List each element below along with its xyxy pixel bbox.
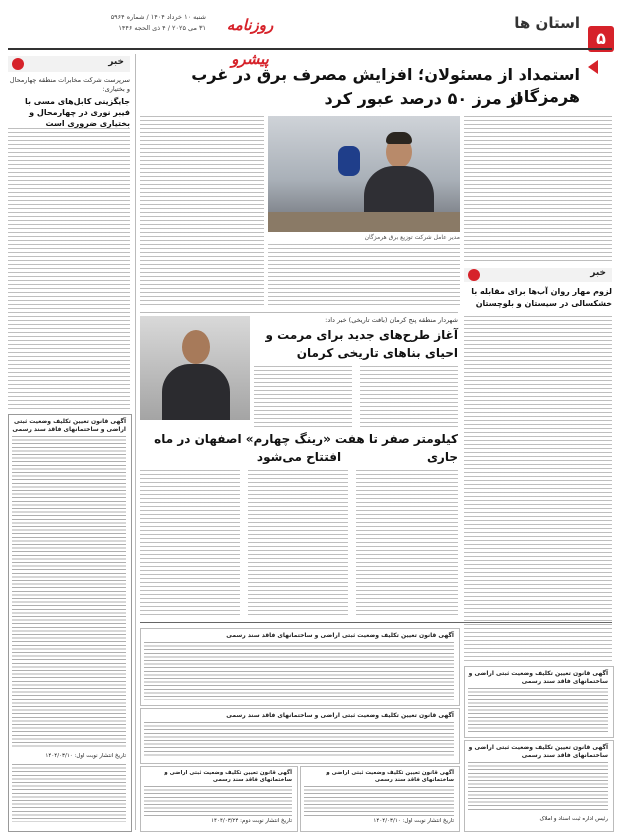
side-news-kicker: سرپرست شرکت مخابرات منطقه چهارمحال و بختیاری: — [9, 76, 130, 93]
lead-headline-1: استمداد از مسئولان؛ افزایش مصرف برق در غرب هرمزگان — [191, 65, 580, 106]
header-rule — [8, 48, 612, 50]
ad7-title: آگهی قانون تعیین تکلیف وضعیت ثبتی اراضی و ساختمانهای فاقد سند رسمی — [326, 770, 454, 783]
ad2-title: آگهی قانون تعیین تکلیف وضعیت ثبتی اراضی و ساختمانهای فاقد سند رسمی — [226, 632, 454, 639]
person-body-2 — [162, 364, 230, 420]
photo-caption: مدیر عامل شرکت توزیع برق هرمزگان — [364, 234, 460, 241]
kerman-photo — [140, 316, 250, 420]
ad4-title: آگهی قانون تعیین تکلیف وضعیت ثبتی اراضی و ساختمانهای فاقد سند رسمی — [226, 712, 454, 719]
column-divider — [135, 54, 136, 830]
page-number: ۵ — [596, 29, 606, 48]
kerman-rule — [140, 312, 458, 313]
date-line-2: ۳۱ می ۲۰۲۵ / ۴ ذی الحجه ۱۴۴۶ — [118, 24, 206, 32]
lead-marker-icon — [588, 60, 598, 74]
ad5-signoff: رئیس اداره ثبت اسناد و املاک — [539, 816, 608, 822]
ad5-title: آگهی قانون تعیین تکلیف وضعیت ثبتی اراضی و ساختمانهای فاقد سند رسمی — [468, 744, 608, 759]
ad3-body — [468, 688, 608, 732]
ad2-body — [144, 642, 454, 700]
ad1-body-2 — [12, 764, 126, 822]
ad4-body — [144, 722, 454, 758]
desk — [268, 212, 460, 232]
khabar-tag-2 — [464, 268, 612, 282]
ad1-title: آگهی قانون تعیین تکلیف وضعیت ثبتی اراضی و ساختمانهای فاقد سند رسمی — [12, 418, 126, 433]
lead-body-col-2 — [140, 116, 264, 306]
ad1-body — [12, 436, 126, 748]
date-line-1: شنبه ۱۰ خرداد ۱۴۰۴ / شماره ۵۹۶۴ — [110, 13, 206, 21]
sistan-title: لزوم مهار روان آب‌ها برای مقابله با خشکسالی در سیستان و بلوچستان — [471, 287, 612, 308]
sistan-body — [464, 316, 612, 662]
kerman-title-1: آغاز طرح‌های جدید برای مرمت و — [265, 328, 458, 342]
khabar-arrow-icon-2 — [468, 269, 480, 281]
isfahan-title-2: افتتاح می‌شود — [256, 450, 342, 464]
isfahan-body-2 — [248, 470, 348, 616]
lead-photo — [268, 116, 460, 232]
lead-body-col-3 — [268, 244, 460, 306]
side-news-body — [8, 128, 130, 410]
isfahan-body-3 — [356, 470, 458, 616]
isfahan-title-1: کیلومتر صفر تا هفت «رینگ چهارم» اصفهان در ماه جاری — [154, 432, 458, 464]
person-hair — [386, 132, 412, 144]
ad1-date: تاریخ انتشار نوبت اول: ۱۴۰۴/۰۳/۱۰ — [45, 753, 126, 759]
lead-body-col-1 — [464, 116, 612, 264]
ad6-date: تاریخ انتشار نوبت دوم: ۱۴۰۴/۰۳/۲۴ — [211, 818, 292, 824]
khabar-label-1: خبر — [108, 57, 124, 67]
ad5-body — [468, 762, 608, 812]
kerman-body-2 — [360, 366, 458, 428]
section-title: استان ها — [514, 14, 580, 32]
ad7-body — [304, 786, 454, 816]
person-head-2 — [182, 330, 210, 364]
side-news-title: جایگزینی کابل‌های مسی با فیبر نوری در چهارمحال و بختیاری ضروری است — [25, 97, 130, 128]
isfahan-body-1 — [140, 470, 240, 616]
ad6-title: آگهی قانون تعیین تکلیف وضعیت ثبتی اراضی و ساختمانهای فاقد سند رسمی — [164, 770, 292, 783]
ad7-date: تاریخ انتشار نوبت اول: ۱۴۰۴/۰۳/۱۰ — [373, 818, 454, 824]
khabar-label-2: خبر — [590, 268, 606, 278]
date-block — [110, 12, 206, 34]
ads-rule — [140, 622, 612, 623]
ad3-title: آگهی قانون تعیین تکلیف وضعیت ثبتی اراضی و ساختمانهای فاقد سند رسمی — [468, 670, 608, 685]
khabar-arrow-icon — [12, 58, 24, 70]
lead-headline-2: از مرز ۵۰ درصد عبور کرد — [324, 89, 522, 108]
kerman-body-1 — [254, 366, 352, 428]
khabar-tag-1 — [8, 56, 130, 72]
ad6-body — [144, 786, 292, 816]
logo — [210, 8, 290, 68]
logo-text: روزنامه پیشرو — [226, 16, 274, 68]
kerman-kicker: شهردار منطقه پنج کرمان (بافت تاریخی) خبر داد: — [325, 316, 458, 324]
microphone-icon — [338, 146, 360, 176]
kerman-title-2: احیای بناهای تاریخی کرمان — [296, 346, 458, 360]
